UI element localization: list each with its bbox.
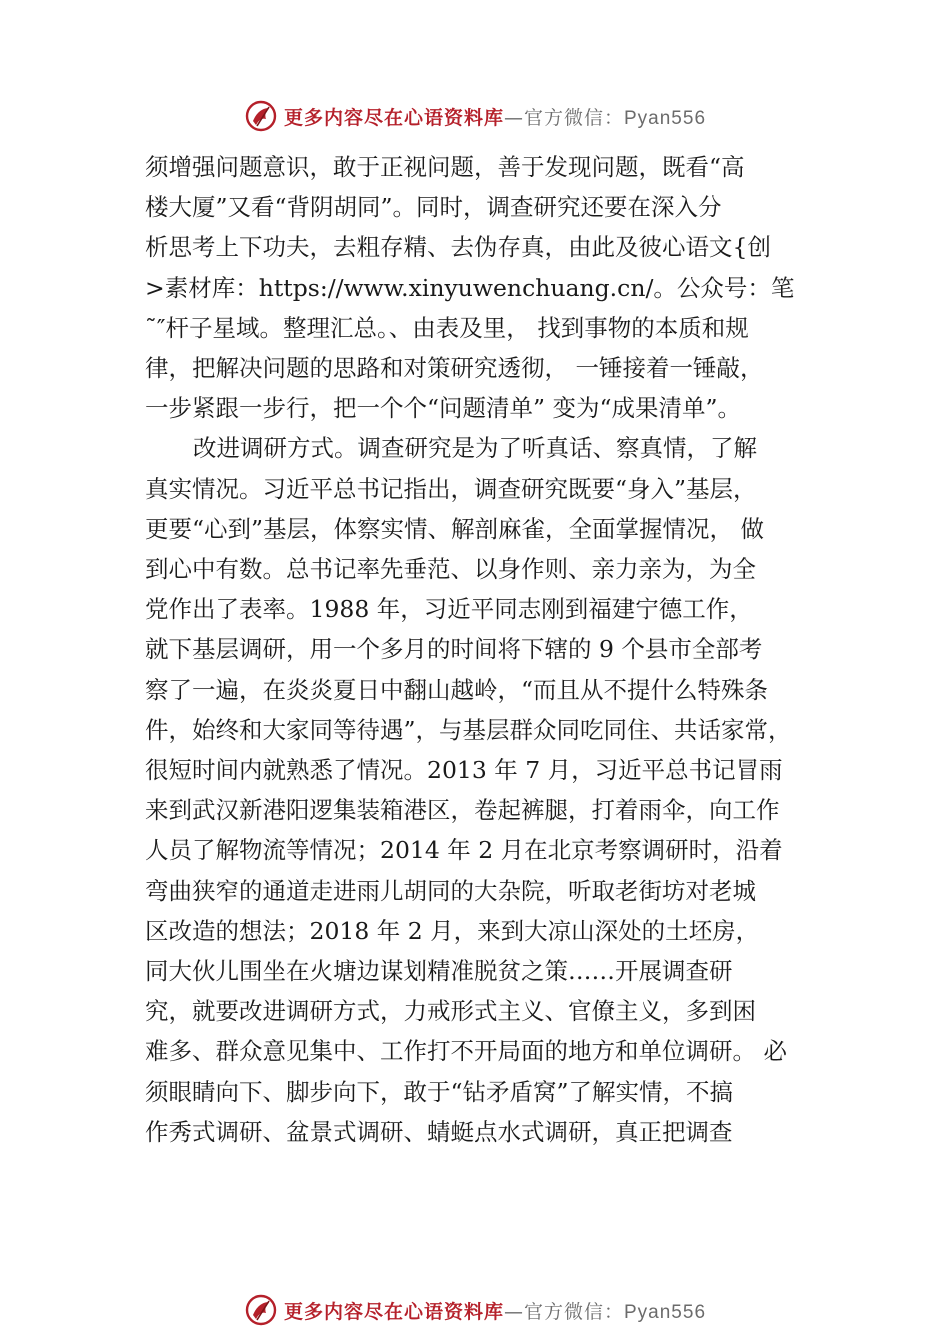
text-line: 弯曲狭窄的通道走进雨儿胡同的大杂院，听取老街坊对老城 [145,876,756,905]
text-line: >素材库：https://www.xinyuwenchuang.cn/。公众号：笔 [145,273,795,302]
text-line: 析思考上下功夫，去粗存精、去伪存真，由此及彼心语文{创 [145,233,771,262]
logo-icon [244,99,278,133]
document-body [145,147,845,1152]
text-line: 件，始终和大家同等待遇”，与基层群众同吃同住、共话家常， [145,715,792,744]
text-line: 到心中有数。总书记率先垂范、以身作则、亲力亲为，为全 [145,555,756,584]
banner-text [284,1297,706,1324]
banner-dash: — [503,106,524,129]
paragraph-2 [145,428,845,1152]
text-line: 究，就要改进调研方式，力戒形式主义、官僚主义，多到困 [145,997,756,1026]
banner-wechat-id: Pyan556 [624,107,707,129]
text-line: 难多、群众意见集中、工作打不开局面的地方和单位调研。 必 [145,1037,787,1066]
text-line: 真实情况。习近平总书记指出，调查研究既要“身入”基层， [145,474,757,503]
banner-brand: 更多内容尽在心语资料库 [283,106,504,129]
text-line: 同大伙儿围坐在火塘边谋划精准脱贫之策……开展调查研 [145,957,733,986]
text-line: 改进调研方式。调查研究是为了听真话、察真情，了解 [193,434,757,463]
text-line: 一步紧跟一步行，把一个个“问题清单” 变为“成果清单”。 [145,394,742,423]
banner-brand: 更多内容尽在心语资料库 [283,1300,504,1323]
text-line: 须眼睛向下、脚步向下，敢于“钻矛盾窝”了解实情，不搞 [145,1077,734,1106]
text-line: ˜″杆子星域。整理汇总。、由表及里， 找到事物的本质和规 [145,313,749,342]
banner-text [284,103,706,130]
header-watermark [0,96,950,136]
text-line: 更要“心到”基层，体察实情、解剖麻雀，全面掌握情况， 做 [145,514,764,543]
text-line: 人员了解物流等情况；2014 年 2 月在北京考察调研时，沿着 [145,836,783,865]
banner-official: 官方微信： [523,1300,624,1323]
text-line: 律，把解决问题的思路和对策研究透彻， 一锤接着一锤敲， [145,354,764,383]
text-line: 就下基层调研，用一个多月的时间将下辖的 9 个县市全部考 [145,635,763,664]
text-line: 区改造的想法；2018 年 2 月，来到大凉山深处的土坯房， [145,916,760,945]
text-line: 来到武汉新港阳逻集装箱港区，卷起裤腿，打着雨伞，向工作 [145,796,780,825]
paragraph-1 [145,147,845,428]
logo-icon [244,1293,278,1327]
banner-wechat-id: Pyan556 [624,1301,707,1323]
text-line: 作秀式调研、盆景式调研、蜻蜓点水式调研，真正把调查 [145,1117,733,1146]
text-line: 须增强问题意识，敢于正视问题，善于发现问题，既看“高 [145,153,745,181]
banner-official: 官方微信： [523,106,624,129]
text-line: 楼大厦”又看“背阴胡同”。同时，调查研究还要在深入分 [145,193,722,222]
text-line: 党作出了表率。1988 年，习近平同志刚到福建宁德工作， [145,595,753,624]
text-line: 很短时间内就熟悉了情况。2013 年 7 月，习近平总书记冒雨 [145,756,783,785]
banner-dash: — [503,1300,524,1323]
footer-watermark [0,1290,950,1330]
text-line: 察了一遍，在炎炎夏日中翻山越岭，“而且从不提什么特殊条 [145,675,769,704]
